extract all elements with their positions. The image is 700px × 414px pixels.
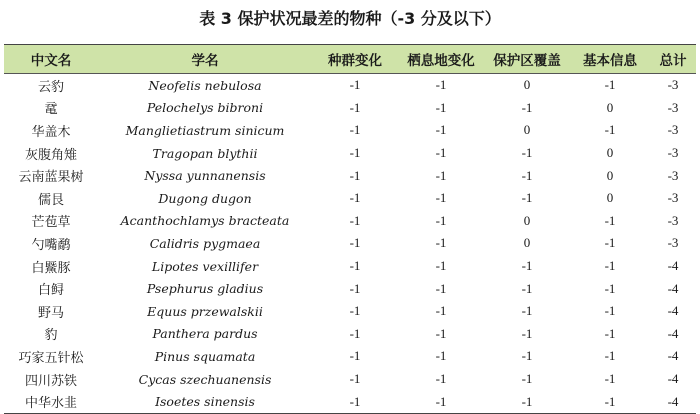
scientific-name-cell: Neofelis nebulosa [148, 77, 262, 93]
reserve-coverage-cell: -1 [521, 190, 533, 206]
scientific-name-cell: Pelochelys bibroni [146, 100, 264, 116]
basic-info-cell: -1 [604, 235, 616, 251]
table-row [4, 74, 696, 97]
habitat-change-cell: -1 [435, 122, 447, 138]
basic-info-cell: -1 [604, 258, 616, 274]
population-change-cell: -1 [349, 325, 361, 341]
habitat-change-cell: -1 [435, 77, 447, 93]
scientific-name-cell: Equus przewalskii [147, 303, 263, 319]
chinese-name-cell: 鼋 [44, 102, 58, 118]
population-change-cell: -1 [349, 235, 361, 251]
chinese-name-cell: 白鱀豚 [31, 260, 71, 276]
header-reserve-coverage: 保护区覆盖 [484, 45, 570, 74]
table-row [4, 164, 696, 187]
chinese-name-cell: 华盖木 [31, 124, 71, 140]
total-cell: -3 [667, 99, 679, 115]
habitat-change-cell: -1 [398, 390, 484, 413]
habitat-change-cell: -1 [435, 325, 447, 341]
reserve-coverage-cell: -1 [521, 325, 533, 341]
reserve-coverage-cell: -1 [521, 371, 533, 387]
basic-info-cell: -1 [604, 280, 616, 296]
chinese-name-cell: 野马 [37, 305, 64, 321]
population-change-cell: -1 [349, 77, 361, 93]
chinese-name-cell: 豹 [44, 328, 58, 344]
chinese-name-cell: 白鲟 [37, 283, 64, 299]
population-change-cell: -1 [349, 167, 361, 183]
habitat-change-cell: -1 [435, 167, 447, 183]
species-table [4, 44, 696, 414]
reserve-coverage-cell: 0 [523, 212, 531, 228]
table-row [4, 277, 696, 300]
table-row [4, 345, 696, 368]
total-cell: -3 [667, 190, 679, 206]
chinese-name-cell: 勺嘴鹬 [31, 237, 71, 253]
habitat-change-cell: -1 [435, 371, 447, 387]
reserve-coverage-cell: 0 [523, 77, 531, 93]
habitat-change-cell: -1 [435, 99, 447, 115]
total-cell: -3 [667, 122, 679, 138]
scientific-name-cell: Cycas szechuanensis [138, 371, 272, 387]
basic-info-cell: -1 [604, 325, 616, 341]
table-body [4, 74, 696, 414]
basic-info-cell: -1 [570, 390, 650, 413]
population-change-cell: -1 [349, 371, 361, 387]
habitat-change-cell: -1 [435, 212, 447, 228]
chinese-name-cell: 巧家五针松 [18, 350, 84, 366]
reserve-coverage-cell: -1 [521, 280, 533, 296]
total-cell: -4 [650, 390, 696, 413]
table-row [4, 390, 696, 413]
scientific-name-cell: Lipotes vexillifer [151, 258, 259, 274]
table-row [4, 97, 696, 120]
habitat-change-cell: -1 [435, 280, 447, 296]
total-cell: -4 [667, 280, 679, 296]
reserve-coverage-cell: -1 [521, 258, 533, 274]
total-cell: -4 [667, 303, 679, 319]
scientific-name-cell: Psephurus gladius [146, 281, 264, 297]
total-cell: -3 [667, 235, 679, 251]
table-row [4, 368, 696, 391]
chinese-name-cell: 云豹 [37, 79, 64, 95]
scientific-name-cell: Manglietiastrum sinicum [125, 122, 285, 138]
table-row [4, 323, 696, 346]
header-basic-info: 基本信息 [570, 45, 650, 74]
scientific-name-cell: Panthera pardus [152, 326, 258, 342]
table-row [4, 142, 696, 165]
basic-info-cell: 0 [606, 145, 614, 161]
header-row [4, 45, 696, 74]
basic-info-cell: 0 [606, 99, 614, 115]
population-change-cell: -1 [349, 258, 361, 274]
total-cell: -4 [667, 325, 679, 341]
habitat-change-cell: -1 [435, 235, 447, 251]
table-row [4, 232, 696, 255]
total-cell: -3 [667, 212, 679, 228]
header-total: 总计 [650, 45, 696, 74]
habitat-change-cell: -1 [435, 348, 447, 364]
habitat-change-cell: -1 [435, 145, 447, 161]
total-cell: -4 [667, 348, 679, 364]
basic-info-cell: -1 [604, 212, 616, 228]
population-change-cell: -1 [349, 99, 361, 115]
header-habitat-change: 栖息地变化 [398, 45, 484, 74]
table-row [4, 187, 696, 210]
reserve-coverage-cell: 0 [523, 122, 531, 138]
header-chinese-name: 中文名 [4, 45, 98, 74]
reserve-coverage-cell: -1 [521, 303, 533, 319]
total-cell: -3 [667, 167, 679, 183]
basic-info-cell: -1 [604, 122, 616, 138]
scientific-name-cell: Acanthochlamys bracteata [120, 213, 290, 229]
basic-info-cell: -1 [604, 77, 616, 93]
table-header [4, 45, 696, 74]
scientific-name-cell: Pinus squamata [154, 348, 256, 364]
basic-info-cell: -1 [604, 303, 616, 319]
reserve-coverage-cell: -1 [521, 348, 533, 364]
reserve-coverage-cell: 0 [523, 235, 531, 251]
reserve-coverage-cell: -1 [521, 99, 533, 115]
chinese-name-cell: 云南蓝果树 [18, 170, 84, 186]
population-change-cell: -1 [349, 303, 361, 319]
population-change-cell: -1 [349, 212, 361, 228]
chinese-name-cell: 中华水韭 [4, 390, 98, 413]
scientific-name-cell: Tragopan blythii [152, 145, 258, 161]
scientific-name-cell: Isoetes sinensis [98, 390, 312, 413]
scientific-name-cell: Calidris pygmaea [149, 235, 261, 251]
chinese-name-cell: 儒艮 [37, 192, 64, 208]
basic-info-cell: -1 [604, 371, 616, 387]
chinese-name-cell: 灰腹角雉 [24, 147, 77, 163]
table-row [4, 255, 696, 278]
reserve-coverage-cell: -1 [484, 390, 570, 413]
scientific-name-cell: Dugong dugon [158, 190, 252, 206]
population-change-cell: -1 [349, 348, 361, 364]
habitat-change-cell: -1 [435, 303, 447, 319]
reserve-coverage-cell: -1 [521, 145, 533, 161]
population-change-cell: -1 [312, 390, 398, 413]
population-change-cell: -1 [349, 145, 361, 161]
scientific-name-cell: Nyssa yunnanensis [144, 168, 266, 184]
table-row [4, 300, 696, 323]
basic-info-cell: -1 [604, 348, 616, 364]
total-cell: -4 [667, 258, 679, 274]
habitat-change-cell: -1 [435, 258, 447, 274]
habitat-change-cell: -1 [435, 190, 447, 206]
basic-info-cell: 0 [606, 190, 614, 206]
header-scientific-name: 学名 [98, 45, 312, 74]
reserve-coverage-cell: -1 [521, 167, 533, 183]
chinese-name-cell: 芒苞草 [31, 215, 71, 231]
population-change-cell: -1 [349, 280, 361, 296]
table-row [4, 210, 696, 233]
header-population-change: 种群变化 [312, 45, 398, 74]
chinese-name-cell: 四川苏铁 [24, 373, 77, 389]
table-title: 表 3 保护状况最差的物种（-3 分及以下） [199, 9, 501, 28]
basic-info-cell: 0 [606, 167, 614, 183]
total-cell: -3 [667, 77, 679, 93]
total-cell: -4 [667, 371, 679, 387]
total-cell: -3 [667, 145, 679, 161]
population-change-cell: -1 [349, 122, 361, 138]
population-change-cell: -1 [349, 190, 361, 206]
table-row [4, 119, 696, 142]
